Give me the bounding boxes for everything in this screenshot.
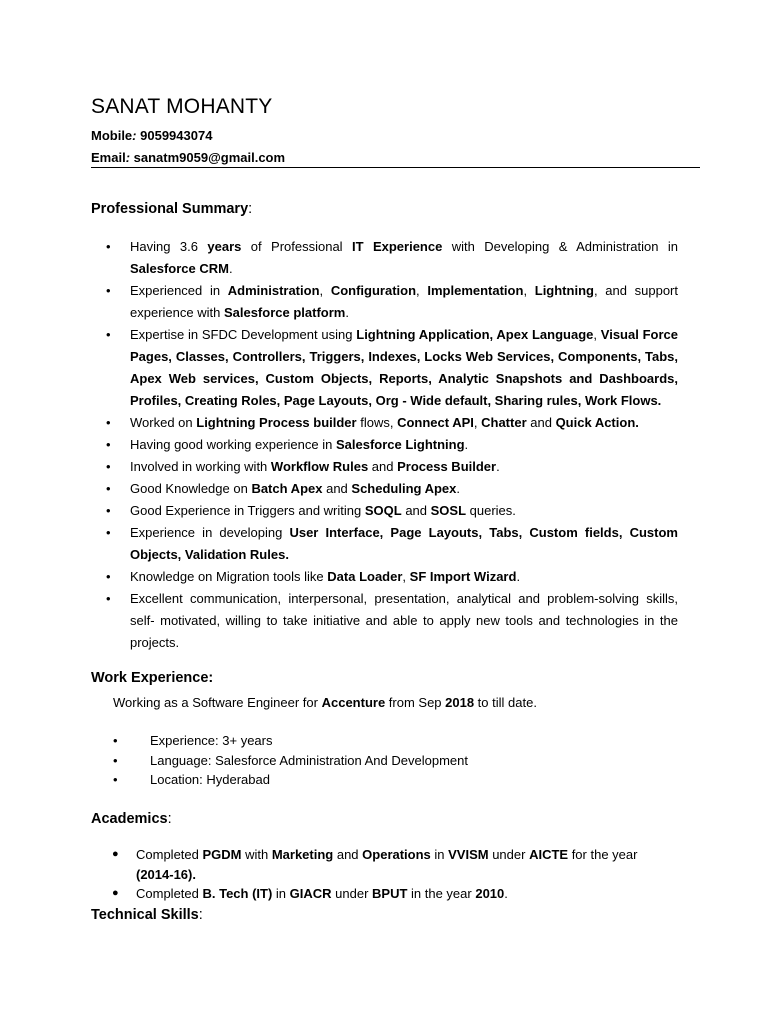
bold-text: Configuration [330,283,417,298]
text-run: to till date. [474,695,537,710]
text-run: , [593,327,601,342]
text-run: Completed [136,886,203,901]
text-run: queries. [466,503,516,518]
bold-text: Visual Force Pages, Classes, Controllers, Triggers, Indexes, Locks Web Services, Components, Tabs, Apex Web services, Custom Objects, Reports, Analytic Snapshots and Dashboards, Profiles, Creating Roles, Page Layouts, Org - Wide default, Sharing rules, Work Flows. [130,327,678,408]
summary-item [0,478,678,500]
text-run: of Professional [241,239,352,254]
text-run: with Developing & Administration in [442,239,678,254]
text-run: in the year [407,886,476,901]
text-run: Working as a Software Engineer for [113,695,322,710]
text-run: , and support experience with [130,283,678,320]
email-line [91,150,285,166]
professional-summary-heading [91,200,252,218]
summary-item [0,500,678,522]
bold-text: Accenture [321,695,386,710]
summary-item [0,566,678,588]
text-run: . [496,459,500,474]
text-run: . [228,261,233,276]
academics-item [0,845,678,884]
bold-text: Batch Apex [251,481,323,496]
text-run: Good Experience in Triggers and writing [130,503,365,518]
candidate-name: SANAT MOHANTY [91,95,273,118]
professional-summary-title: Professional Summary [91,201,249,217]
bold-text: Salesforce Lightning [335,437,465,452]
text-run: Knowledge on Migration tools like [130,569,328,584]
bold-text: Lightning [534,283,594,298]
text-run: Having good working experience in [130,437,336,452]
work-detail-item: • Language: Salesforce Administration And Development [0,751,768,771]
bold-text: SOSL [430,503,467,518]
summary-item [0,522,678,566]
text-run: . [345,305,349,320]
mobile-label: Mobile [91,128,133,143]
text-run: Having 3.6 [130,239,208,254]
technical-skills-colon: : [198,907,203,923]
summary-item [0,236,678,280]
text-run: from Sep [385,695,446,710]
text-run: under [331,886,373,901]
bold-text: Quick Action. [555,415,639,430]
text-run: Expertise in SFDC Development using [130,327,357,342]
bold-text: PGDM [202,847,242,862]
text-run: in [272,886,290,901]
mobile-line [91,128,212,144]
text-run: . [516,569,521,584]
bold-text: BPUT [372,886,408,901]
bold-text: years [207,239,242,254]
summary-item [0,434,678,456]
summary-item [0,456,678,478]
technical-skills-heading [91,906,203,924]
bold-text: Workflow Rules [270,459,369,474]
bold-text: Salesforce platform [223,305,346,320]
text-run: Experience in developing [130,525,290,540]
bold-text: SOQL [364,503,402,518]
bold-text: AICTE [529,847,569,862]
text-run: , [416,283,428,298]
academics-heading [91,810,172,828]
text-run: and [368,459,398,474]
header-divider [91,167,700,168]
text-run: Good Knowledge on [130,481,252,496]
summary-item [0,324,678,412]
bold-text: SF Import Wizard [409,569,517,584]
professional-summary-list [0,236,768,654]
academics-item [0,884,678,904]
bold-text: Marketing [271,847,334,862]
text-run: . [464,437,469,452]
bold-text: Connect API [397,415,474,430]
text-run: flows, [356,415,398,430]
email-address: sanatm9059@gmail.com [130,150,286,165]
text-run: . [456,481,461,496]
bold-text: Implementation [427,283,524,298]
bold-text: Scheduling Apex [351,481,457,496]
mobile-number: 9059943074 [136,128,213,143]
work-experience-heading: Work Experience: [91,670,214,686]
text-run: and [322,481,352,496]
academics-colon: : [167,811,172,827]
work-detail-item: • Experience: 3+ years [0,731,768,751]
text-run: for the year [568,847,638,862]
text-run: Completed [136,847,203,862]
bold-text: Chatter [481,415,527,430]
text-run: and [333,847,363,862]
text-run: in [430,847,449,862]
text-run: . [504,886,508,901]
bold-text: VVISM [448,847,489,862]
text-run: and [401,503,431,518]
text-run: and [526,415,556,430]
bold-text: (2014-16). [136,866,196,882]
text-run: under [488,847,530,862]
bold-text: IT Experience [351,239,443,254]
text-run: , [523,283,535,298]
text-run: , [319,283,331,298]
bold-text: Lightning Application, Apex Language [356,327,594,342]
summary-item [0,280,678,324]
email-separator: : [125,150,131,165]
text-run: , [473,415,482,430]
bold-text: User Interface, Page Layouts, Tabs, Custom fields, Custom Objects, Validation Rules. [130,525,678,562]
bold-text: GIACR [289,886,332,901]
text-run: Excellent communication, interpersonal, presentation, analytical and problem-solving skills, self- motivated, willing to take initiative and able to apply new tools and technologies in the projects. [130,591,678,650]
text-run: Experienced in [130,283,228,298]
text-run: Worked on [130,415,197,430]
current-position-line [113,693,537,713]
bold-text: Lightning Process builder [196,415,357,430]
bold-text: B. Tech (IT) [202,886,273,901]
bold-text: Salesforce CRM [130,261,229,276]
bold-text: Data Loader [327,569,403,584]
bold-text: Operations [362,847,431,862]
technical-skills-title: Technical Skills [91,907,199,923]
work-experience-details [0,731,768,790]
text-run: , [402,569,410,584]
email-label: Email [91,150,126,165]
academics-title: Academics [91,811,168,827]
mobile-separator: : [132,128,137,143]
bold-text: 2018 [445,695,475,710]
bold-text: Process Builder [397,459,497,474]
bold-text: Administration [227,283,320,298]
bold-text: 2010 [475,886,505,901]
summary-item [0,412,678,434]
professional-summary-colon: : [248,201,253,217]
work-detail-item: • Location: Hyderabad [0,770,768,790]
academics-list [0,845,768,904]
summary-item [0,588,678,654]
text-run: with [241,847,272,862]
text-run: Involved in working with [130,459,271,474]
